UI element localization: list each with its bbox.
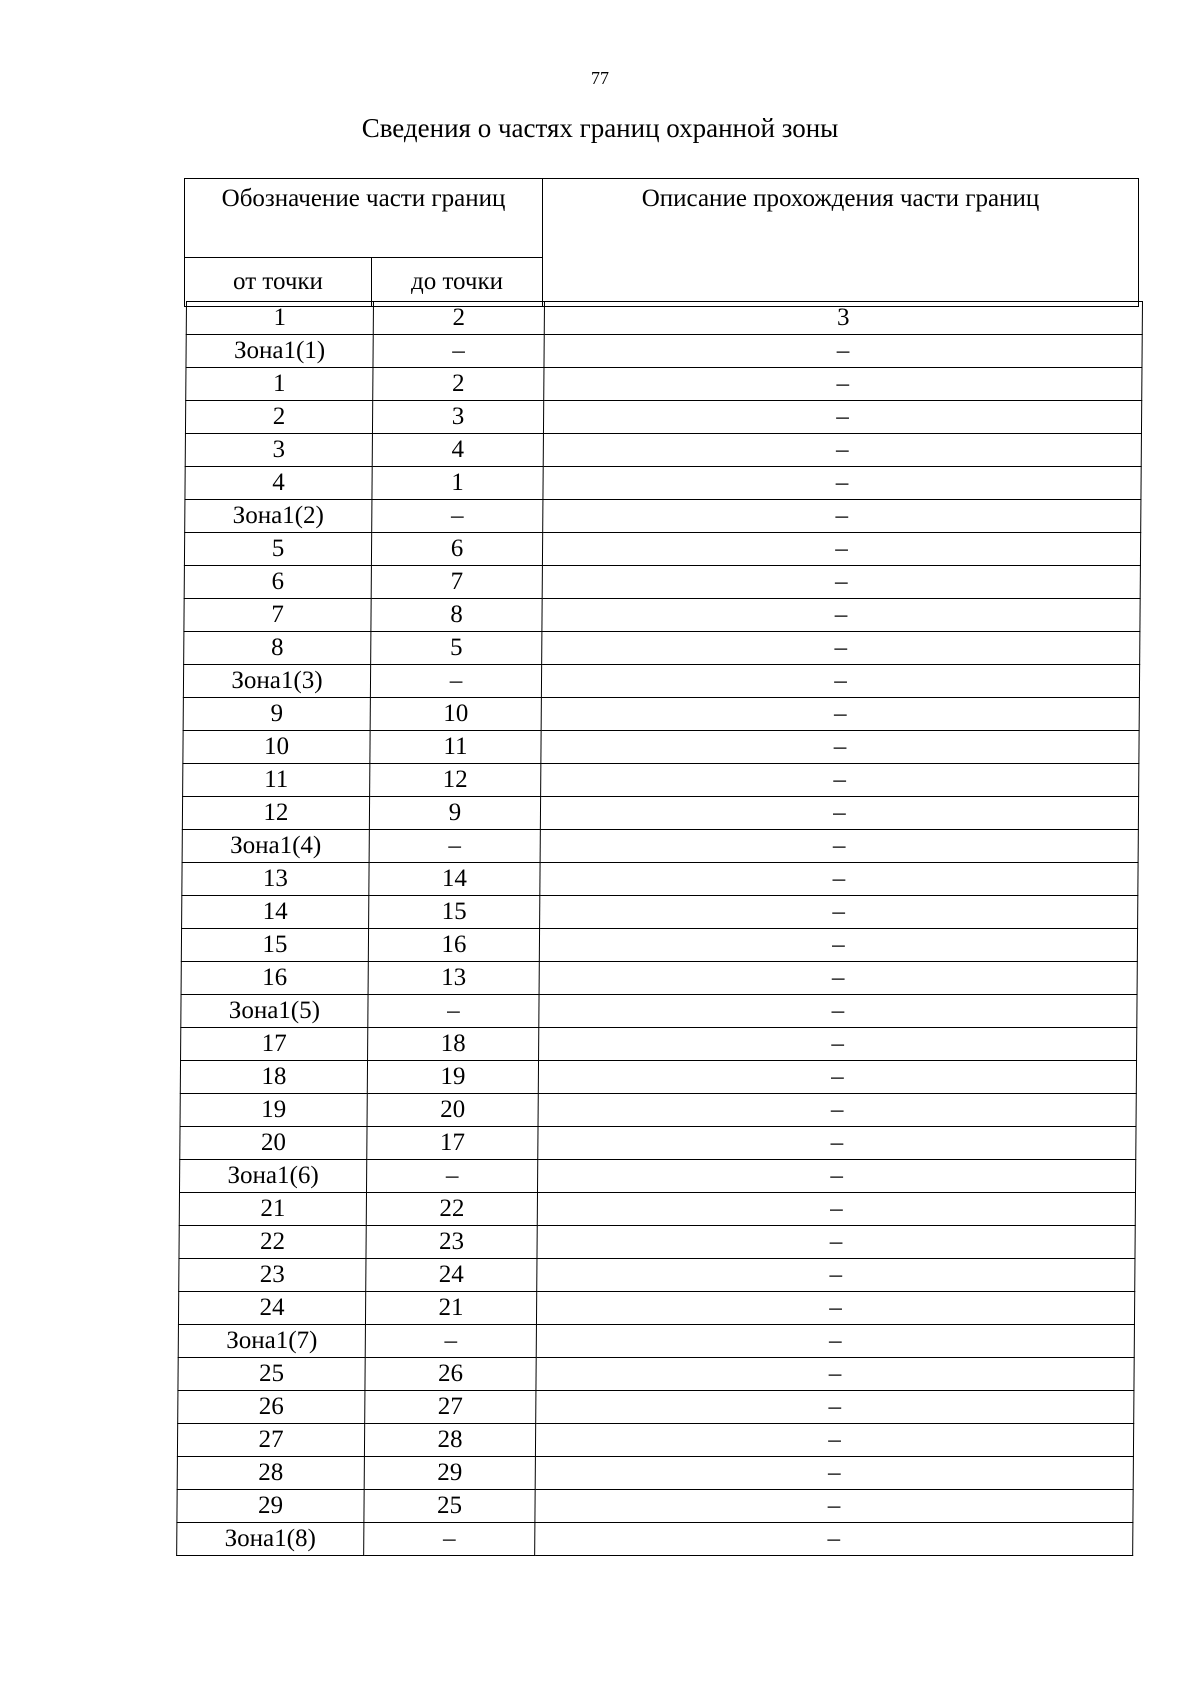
- column-number-cell: 2: [373, 302, 544, 335]
- from-point-cell: 27: [177, 1424, 364, 1457]
- from-point-cell: 7: [184, 599, 371, 632]
- description-cell: –: [541, 731, 1139, 764]
- table-row: [180, 1127, 1136, 1160]
- table-row: [185, 434, 1141, 467]
- description-cell: –: [543, 434, 1141, 467]
- from-point-cell: 16: [181, 962, 368, 995]
- description-cell: –: [540, 797, 1138, 830]
- to-point-cell: 6: [371, 533, 542, 566]
- from-point-cell: 9: [183, 698, 370, 731]
- description-cell: –: [543, 401, 1141, 434]
- to-point-cell: 16: [368, 929, 539, 962]
- to-point-cell: 18: [368, 1028, 539, 1061]
- table-row: [179, 1226, 1135, 1259]
- table-row: [178, 1325, 1134, 1358]
- header-to-point: до точки: [372, 258, 543, 307]
- from-point-cell: 2: [185, 401, 372, 434]
- to-point-cell: 22: [366, 1193, 537, 1226]
- description-cell: –: [537, 1259, 1135, 1292]
- table-body: [177, 302, 1143, 1556]
- to-point-cell: 10: [370, 698, 541, 731]
- to-point-cell: 5: [371, 632, 542, 665]
- from-point-cell: 23: [179, 1259, 366, 1292]
- from-point-cell: 3: [185, 434, 372, 467]
- table-row: [179, 1193, 1135, 1226]
- table-row: [182, 896, 1138, 929]
- description-cell: –: [543, 500, 1141, 533]
- to-point-cell: 3: [372, 401, 543, 434]
- from-point-cell: 28: [177, 1457, 364, 1490]
- description-cell: –: [535, 1523, 1133, 1556]
- from-point-cell: Зона1(3): [183, 665, 370, 698]
- table-row: [183, 764, 1139, 797]
- description-cell: –: [542, 566, 1140, 599]
- to-point-cell: 2: [373, 368, 544, 401]
- from-point-cell: 17: [181, 1028, 368, 1061]
- to-point-cell: 26: [365, 1358, 536, 1391]
- description-cell: –: [537, 1226, 1135, 1259]
- from-point-cell: Зона1(2): [185, 500, 372, 533]
- table-row: [181, 929, 1137, 962]
- description-cell: –: [541, 764, 1139, 797]
- boundary-parts-table: [176, 301, 1143, 1556]
- header-from-point: от точки: [185, 258, 372, 307]
- from-point-cell: 10: [183, 731, 370, 764]
- from-point-cell: 13: [182, 863, 369, 896]
- table-row: [177, 1457, 1133, 1490]
- from-point-cell: 8: [184, 632, 371, 665]
- to-point-cell: 28: [364, 1424, 535, 1457]
- from-point-cell: 14: [182, 896, 369, 929]
- description-cell: –: [539, 1028, 1137, 1061]
- table-row: [179, 1259, 1135, 1292]
- description-cell: –: [541, 698, 1139, 731]
- description-cell: –: [536, 1358, 1134, 1391]
- table-row: [182, 797, 1138, 830]
- from-point-cell: 29: [177, 1490, 364, 1523]
- from-point-cell: 6: [184, 566, 371, 599]
- to-point-cell: 21: [365, 1292, 536, 1325]
- from-point-cell: 4: [185, 467, 372, 500]
- to-point-cell: –: [364, 1523, 535, 1556]
- description-cell: –: [536, 1292, 1134, 1325]
- table-row: [177, 1490, 1133, 1523]
- to-point-cell: 29: [364, 1457, 535, 1490]
- table-row: [186, 335, 1142, 368]
- table-row: [185, 467, 1141, 500]
- to-point-cell: 23: [366, 1226, 537, 1259]
- table-row: [177, 1424, 1133, 1457]
- to-point-cell: –: [369, 830, 540, 863]
- table-row: [184, 632, 1140, 665]
- description-cell: –: [539, 929, 1137, 962]
- description-cell: –: [538, 1094, 1136, 1127]
- column-number-row: [186, 302, 1142, 335]
- description-cell: –: [536, 1391, 1134, 1424]
- from-point-cell: Зона1(1): [186, 335, 373, 368]
- description-cell: –: [539, 995, 1137, 1028]
- to-point-cell: 20: [367, 1094, 538, 1127]
- description-cell: –: [542, 533, 1140, 566]
- to-point-cell: 13: [368, 962, 539, 995]
- table-row: [186, 368, 1142, 401]
- table-row: [183, 665, 1139, 698]
- to-point-cell: 27: [365, 1391, 536, 1424]
- table-row: [183, 698, 1139, 731]
- description-cell: –: [541, 665, 1139, 698]
- description-cell: –: [535, 1424, 1133, 1457]
- description-cell: –: [538, 1061, 1136, 1094]
- from-point-cell: 15: [181, 929, 368, 962]
- from-point-cell: 24: [178, 1292, 365, 1325]
- from-point-cell: 11: [183, 764, 370, 797]
- from-point-cell: 12: [182, 797, 369, 830]
- table-row: [184, 566, 1140, 599]
- table-row: [179, 1160, 1135, 1193]
- to-point-cell: 24: [366, 1259, 537, 1292]
- description-cell: –: [544, 335, 1142, 368]
- description-cell: –: [540, 896, 1138, 929]
- to-point-cell: –: [368, 995, 539, 1028]
- header-boundary-description: Описание прохождения части границ: [543, 179, 1139, 307]
- from-point-cell: Зона1(8): [177, 1523, 364, 1556]
- description-cell: –: [540, 863, 1138, 896]
- to-point-cell: –: [365, 1325, 536, 1358]
- description-cell: –: [539, 962, 1137, 995]
- description-cell: –: [542, 632, 1140, 665]
- from-point-cell: 25: [178, 1358, 365, 1391]
- table-row: [184, 599, 1140, 632]
- table-row: [181, 962, 1137, 995]
- table-row: [185, 401, 1141, 434]
- from-point-cell: Зона1(5): [181, 995, 368, 1028]
- table-row: [177, 1523, 1133, 1556]
- description-cell: –: [537, 1160, 1135, 1193]
- table-header: [184, 178, 1139, 307]
- table-row: [180, 1094, 1136, 1127]
- table-row: [185, 500, 1141, 533]
- from-point-cell: 19: [180, 1094, 367, 1127]
- to-point-cell: 17: [367, 1127, 538, 1160]
- table-row: [178, 1358, 1134, 1391]
- to-point-cell: –: [373, 335, 544, 368]
- description-cell: –: [540, 830, 1138, 863]
- description-cell: –: [537, 1193, 1135, 1226]
- to-point-cell: 4: [372, 434, 543, 467]
- from-point-cell: 5: [184, 533, 371, 566]
- from-point-cell: 20: [180, 1127, 367, 1160]
- page-title: Сведения о частях границ охранной зоны: [361, 113, 839, 143]
- to-point-cell: 9: [369, 797, 540, 830]
- to-point-cell: 19: [367, 1061, 538, 1094]
- to-point-cell: –: [366, 1160, 537, 1193]
- column-number-cell: 3: [544, 302, 1142, 335]
- from-point-cell: Зона1(7): [178, 1325, 365, 1358]
- to-point-cell: 25: [364, 1490, 535, 1523]
- table-row: [182, 863, 1138, 896]
- description-cell: –: [538, 1127, 1136, 1160]
- header-boundary-designation: Обозначение части границ: [185, 179, 543, 258]
- to-point-cell: –: [370, 665, 541, 698]
- description-cell: –: [543, 467, 1141, 500]
- from-point-cell: 22: [179, 1226, 366, 1259]
- table-row: [182, 830, 1138, 863]
- column-number-cell: 1: [186, 302, 373, 335]
- from-point-cell: Зона1(6): [179, 1160, 366, 1193]
- from-point-cell: Зона1(4): [182, 830, 369, 863]
- table-row: [178, 1391, 1134, 1424]
- to-point-cell: 8: [371, 599, 542, 632]
- table-row: [184, 533, 1140, 566]
- table-row: [178, 1292, 1134, 1325]
- table-row: [181, 1028, 1137, 1061]
- from-point-cell: 21: [179, 1193, 366, 1226]
- description-cell: –: [536, 1325, 1134, 1358]
- description-cell: –: [544, 368, 1142, 401]
- to-point-cell: 15: [369, 896, 540, 929]
- from-point-cell: 26: [178, 1391, 365, 1424]
- to-point-cell: 12: [370, 764, 541, 797]
- to-point-cell: 14: [369, 863, 540, 896]
- description-cell: –: [542, 599, 1140, 632]
- to-point-cell: 11: [370, 731, 541, 764]
- table-row: [183, 731, 1139, 764]
- table-row: [180, 1061, 1136, 1094]
- to-point-cell: 7: [371, 566, 542, 599]
- description-cell: –: [535, 1490, 1133, 1523]
- from-point-cell: 1: [186, 368, 373, 401]
- to-point-cell: –: [372, 500, 543, 533]
- to-point-cell: 1: [372, 467, 543, 500]
- description-cell: –: [535, 1457, 1133, 1490]
- table-row: [181, 995, 1137, 1028]
- page-number: 77: [591, 68, 609, 88]
- from-point-cell: 18: [180, 1061, 367, 1094]
